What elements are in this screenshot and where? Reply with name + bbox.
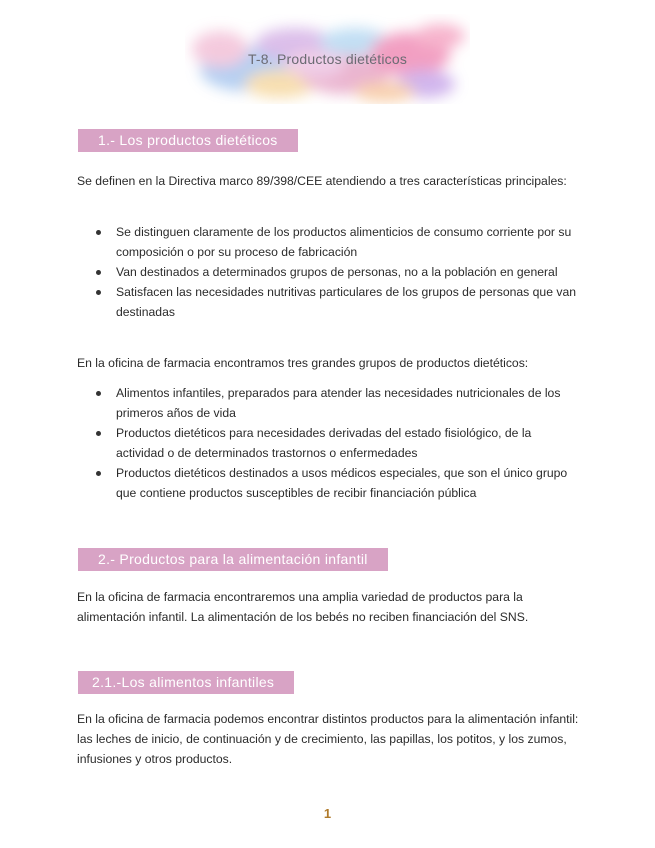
section-heading-1: 1.- Los productos dietéticos — [78, 129, 298, 152]
section-2-text: En la oficina de farmacia encontraremos una amplia variedad de productos para la alimentación infantil. La alimentación de los bebés no reciben financiación del SNS. — [77, 590, 529, 624]
bullet-icon — [96, 270, 101, 275]
list-item: Van destinados a determinados grupos de personas, no a la población en general — [96, 262, 582, 282]
bullet-icon — [96, 391, 101, 396]
bullet-icon — [96, 290, 101, 295]
product-groups-list — [96, 383, 582, 503]
section-1-middle: En la oficina de farmacia encontramos tres grandes grupos de productos dietéticos: — [77, 356, 529, 370]
bullet-icon — [96, 230, 101, 235]
bullet-icon — [96, 471, 101, 476]
section-heading-2: 2.- Productos para la alimentación infantil — [78, 548, 388, 571]
list-item: Se distinguen claramente de los productos alimenticios de consumo corriente por su composición o por su proceso de fabricación — [96, 222, 582, 262]
list-item: Alimentos infantiles, preparados para atender las necesidades nutricionales de los primeros años de vida — [96, 383, 582, 423]
list-item: Satisfacen las necesidades nutritivas particulares de los grupos de personas que van destinadas — [96, 282, 582, 322]
list-item: Productos dietéticos para necesidades derivadas del estado fisiológico, de la actividad o de determinados trastornos o enfermedades — [96, 423, 582, 463]
section-1-intro: Se definen en la Directiva marco 89/398/CEE atendiendo a tres características principales: — [77, 174, 567, 188]
section-2-1-text: En la oficina de farmacia podemos encontrar distintos productos para la alimentación infantil: las leches de inicio, de continuación y de crecimiento, las papillas, los potitos, y los zumos, infusiones y otros productos. — [77, 712, 579, 766]
document-title: T-8. Productos dietéticos — [247, 51, 408, 67]
list-item: Productos dietéticos destinados a usos médicos especiales, que son el único grupo que contiene productos susceptibles de recibir financiación pública — [96, 463, 582, 503]
page-number: 1 — [323, 806, 332, 821]
section-heading-2-1: 2.1.-Los alimentos infantiles — [78, 671, 294, 694]
characteristics-list — [96, 222, 582, 322]
title-banner — [185, 14, 470, 104]
bullet-icon — [96, 431, 101, 436]
